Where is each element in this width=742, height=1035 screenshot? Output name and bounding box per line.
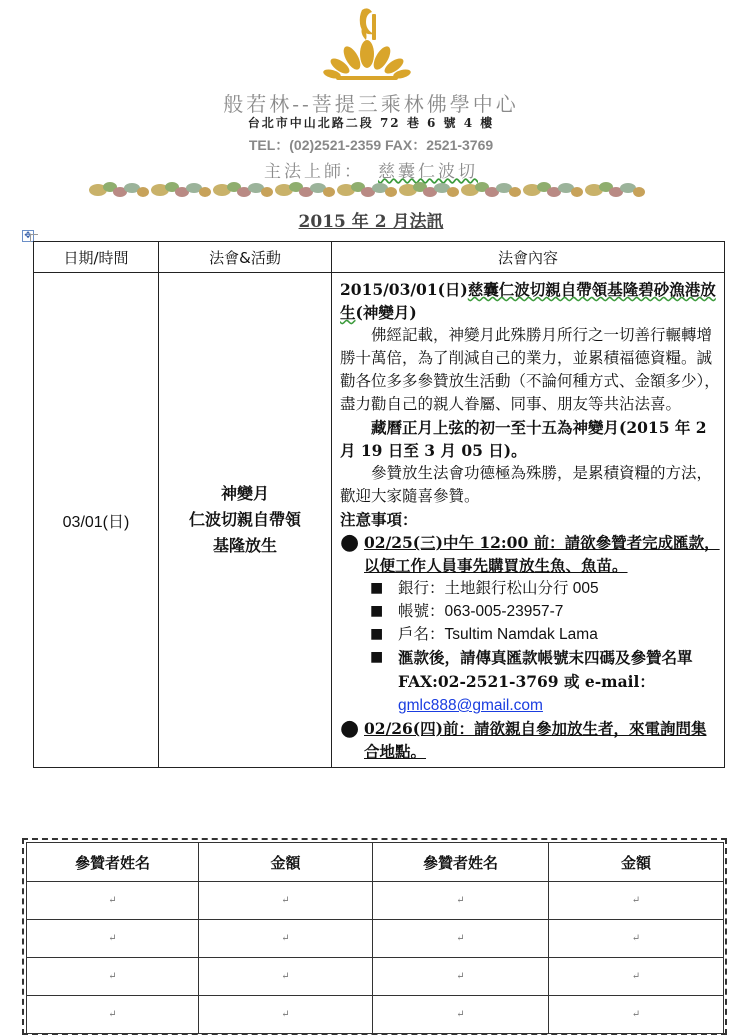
event-line: 基隆放生: [212, 536, 277, 555]
amount-cell[interactable]: ↵: [549, 996, 724, 1034]
bullet-square-icon: ■: [370, 649, 384, 665]
amount-cell[interactable]: ↵: [199, 920, 373, 958]
event-line: 仁波切親自帶領: [188, 510, 301, 529]
bullet-dot-icon: ●: [340, 529, 360, 555]
sponsor-header-row: [27, 843, 724, 882]
content-title: [340, 278, 720, 324]
amount-cell[interactable]: ↵: [549, 958, 724, 996]
sponsor-table: [26, 842, 724, 1034]
header-amount: 金額: [199, 843, 373, 882]
newsletter-title: 2015 年 2 月法訊: [298, 212, 444, 232]
amount-cell[interactable]: ↵: [199, 882, 373, 920]
content-paragraph: 參贊放生法會功德極為殊勝，是累積資糧的方法，歡迎大家隨喜參贊。: [340, 464, 713, 505]
bullet-square-icon: ■: [370, 580, 384, 596]
bullet-square-icon: ■: [370, 626, 384, 642]
list-item: [370, 623, 720, 646]
list-item: [370, 600, 720, 623]
list-item: [370, 646, 720, 717]
notice-text: 02/26(四)前：請欲親自參加放生者，來電詢問集合地點。: [364, 719, 707, 761]
table-row: [27, 920, 724, 958]
event-date: 03/01(日): [34, 273, 159, 768]
remittance-note: [398, 646, 720, 717]
sponsor-cell[interactable]: ↵: [27, 920, 199, 958]
table-row: [27, 996, 724, 1034]
amount-cell[interactable]: ↵: [549, 882, 724, 920]
amount-cell[interactable]: ↵: [199, 958, 373, 996]
notice-heading: 注意事項：: [340, 510, 418, 529]
header-sponsor-name: 參贊者姓名: [27, 843, 199, 882]
account-holder: 戶名：Tsultim Namdak Lama: [398, 626, 598, 643]
bank-name: 銀行：土地銀行松山分行 005: [398, 580, 599, 597]
content-title-tag: (神變月): [355, 303, 417, 322]
master-label: 主法上師：: [264, 162, 364, 182]
header-sponsor-name: 參贊者姓名: [373, 843, 549, 882]
email-link[interactable]: gmlc888@gmail.com: [398, 697, 543, 714]
flower-garland-divider: [88, 178, 652, 202]
account-number: 帳號：063-005-23957-7: [398, 603, 564, 620]
sponsor-cell[interactable]: ↵: [27, 996, 199, 1034]
bullet-dot-icon: ●: [340, 715, 360, 741]
schedule-header-row: [34, 242, 725, 273]
event-content: [332, 273, 725, 768]
event-line: 神變月: [220, 484, 269, 503]
amount-cell[interactable]: ↵: [199, 996, 373, 1034]
contact-line: TEL：(02)2521-2359 FAX：2521-3769: [248, 137, 494, 153]
event-name: [159, 273, 332, 768]
content-paragraph: 藏曆正月上弦的初一至十五為神變月(2015 年 2 月 19 日至 3 月 05 日)。: [340, 418, 707, 460]
header-content: 法會內容: [332, 242, 725, 273]
sponsor-cell[interactable]: ↵: [27, 882, 199, 920]
organization-title: 般若林--菩提三乘林佛學中心: [223, 92, 519, 116]
notice-item: [340, 531, 720, 577]
bullet-square-icon: ■: [370, 603, 384, 619]
header-event: 法會&活動: [159, 242, 332, 273]
address-line: 台北市中山北路二段 72 巷 6 號 4 樓: [247, 116, 495, 130]
remittance-text: 滙款後，請傳真匯款帳號末四碼及參贊名單 FAX:02-2521-3769 或 e-mail：: [398, 648, 693, 691]
header-amount: 金額: [549, 843, 724, 882]
amount-cell[interactable]: ↵: [549, 920, 724, 958]
sponsor-cell[interactable]: ↵: [27, 958, 199, 996]
content-paragraph: 佛經記載，神變月此殊勝月所行之一切善行輾轉增勝十萬倍，為了削減自己的業力，並累積福德資糧。誠勸各位多多參贊放生活動（不論何種方式、金額多少），盡力勸自己的親人眷屬、同事、朋友等共沾法喜。: [340, 326, 720, 413]
list-item: [370, 577, 720, 600]
sponsor-cell[interactable]: ↵: [373, 920, 549, 958]
schedule-table: [33, 241, 725, 768]
content-title-date: 2015/03/01(日): [340, 280, 468, 299]
notice-text: 02/25(三)中午 12:00 前：請欲參贊者完成匯款，以便工作人員事先購買放生魚、魚苗。: [364, 533, 720, 575]
notice-item: [340, 717, 720, 763]
table-move-handle-icon[interactable]: ✥: [22, 230, 34, 242]
table-row: [27, 958, 724, 996]
master-name: 慈囊仁波切: [378, 162, 478, 182]
content-title-text: 慈囊仁波切親自帶領基隆碧砂漁港放生: [340, 280, 716, 322]
sponsor-cell[interactable]: ↵: [373, 996, 549, 1034]
sponsor-cell[interactable]: ↵: [373, 958, 549, 996]
sponsor-cell[interactable]: ↵: [373, 882, 549, 920]
schedule-row: [34, 273, 725, 768]
bank-details-list: [340, 577, 720, 717]
header-date: 日期/時間: [34, 242, 159, 273]
lotus-logo-icon: [322, 6, 412, 88]
table-row: [27, 882, 724, 920]
